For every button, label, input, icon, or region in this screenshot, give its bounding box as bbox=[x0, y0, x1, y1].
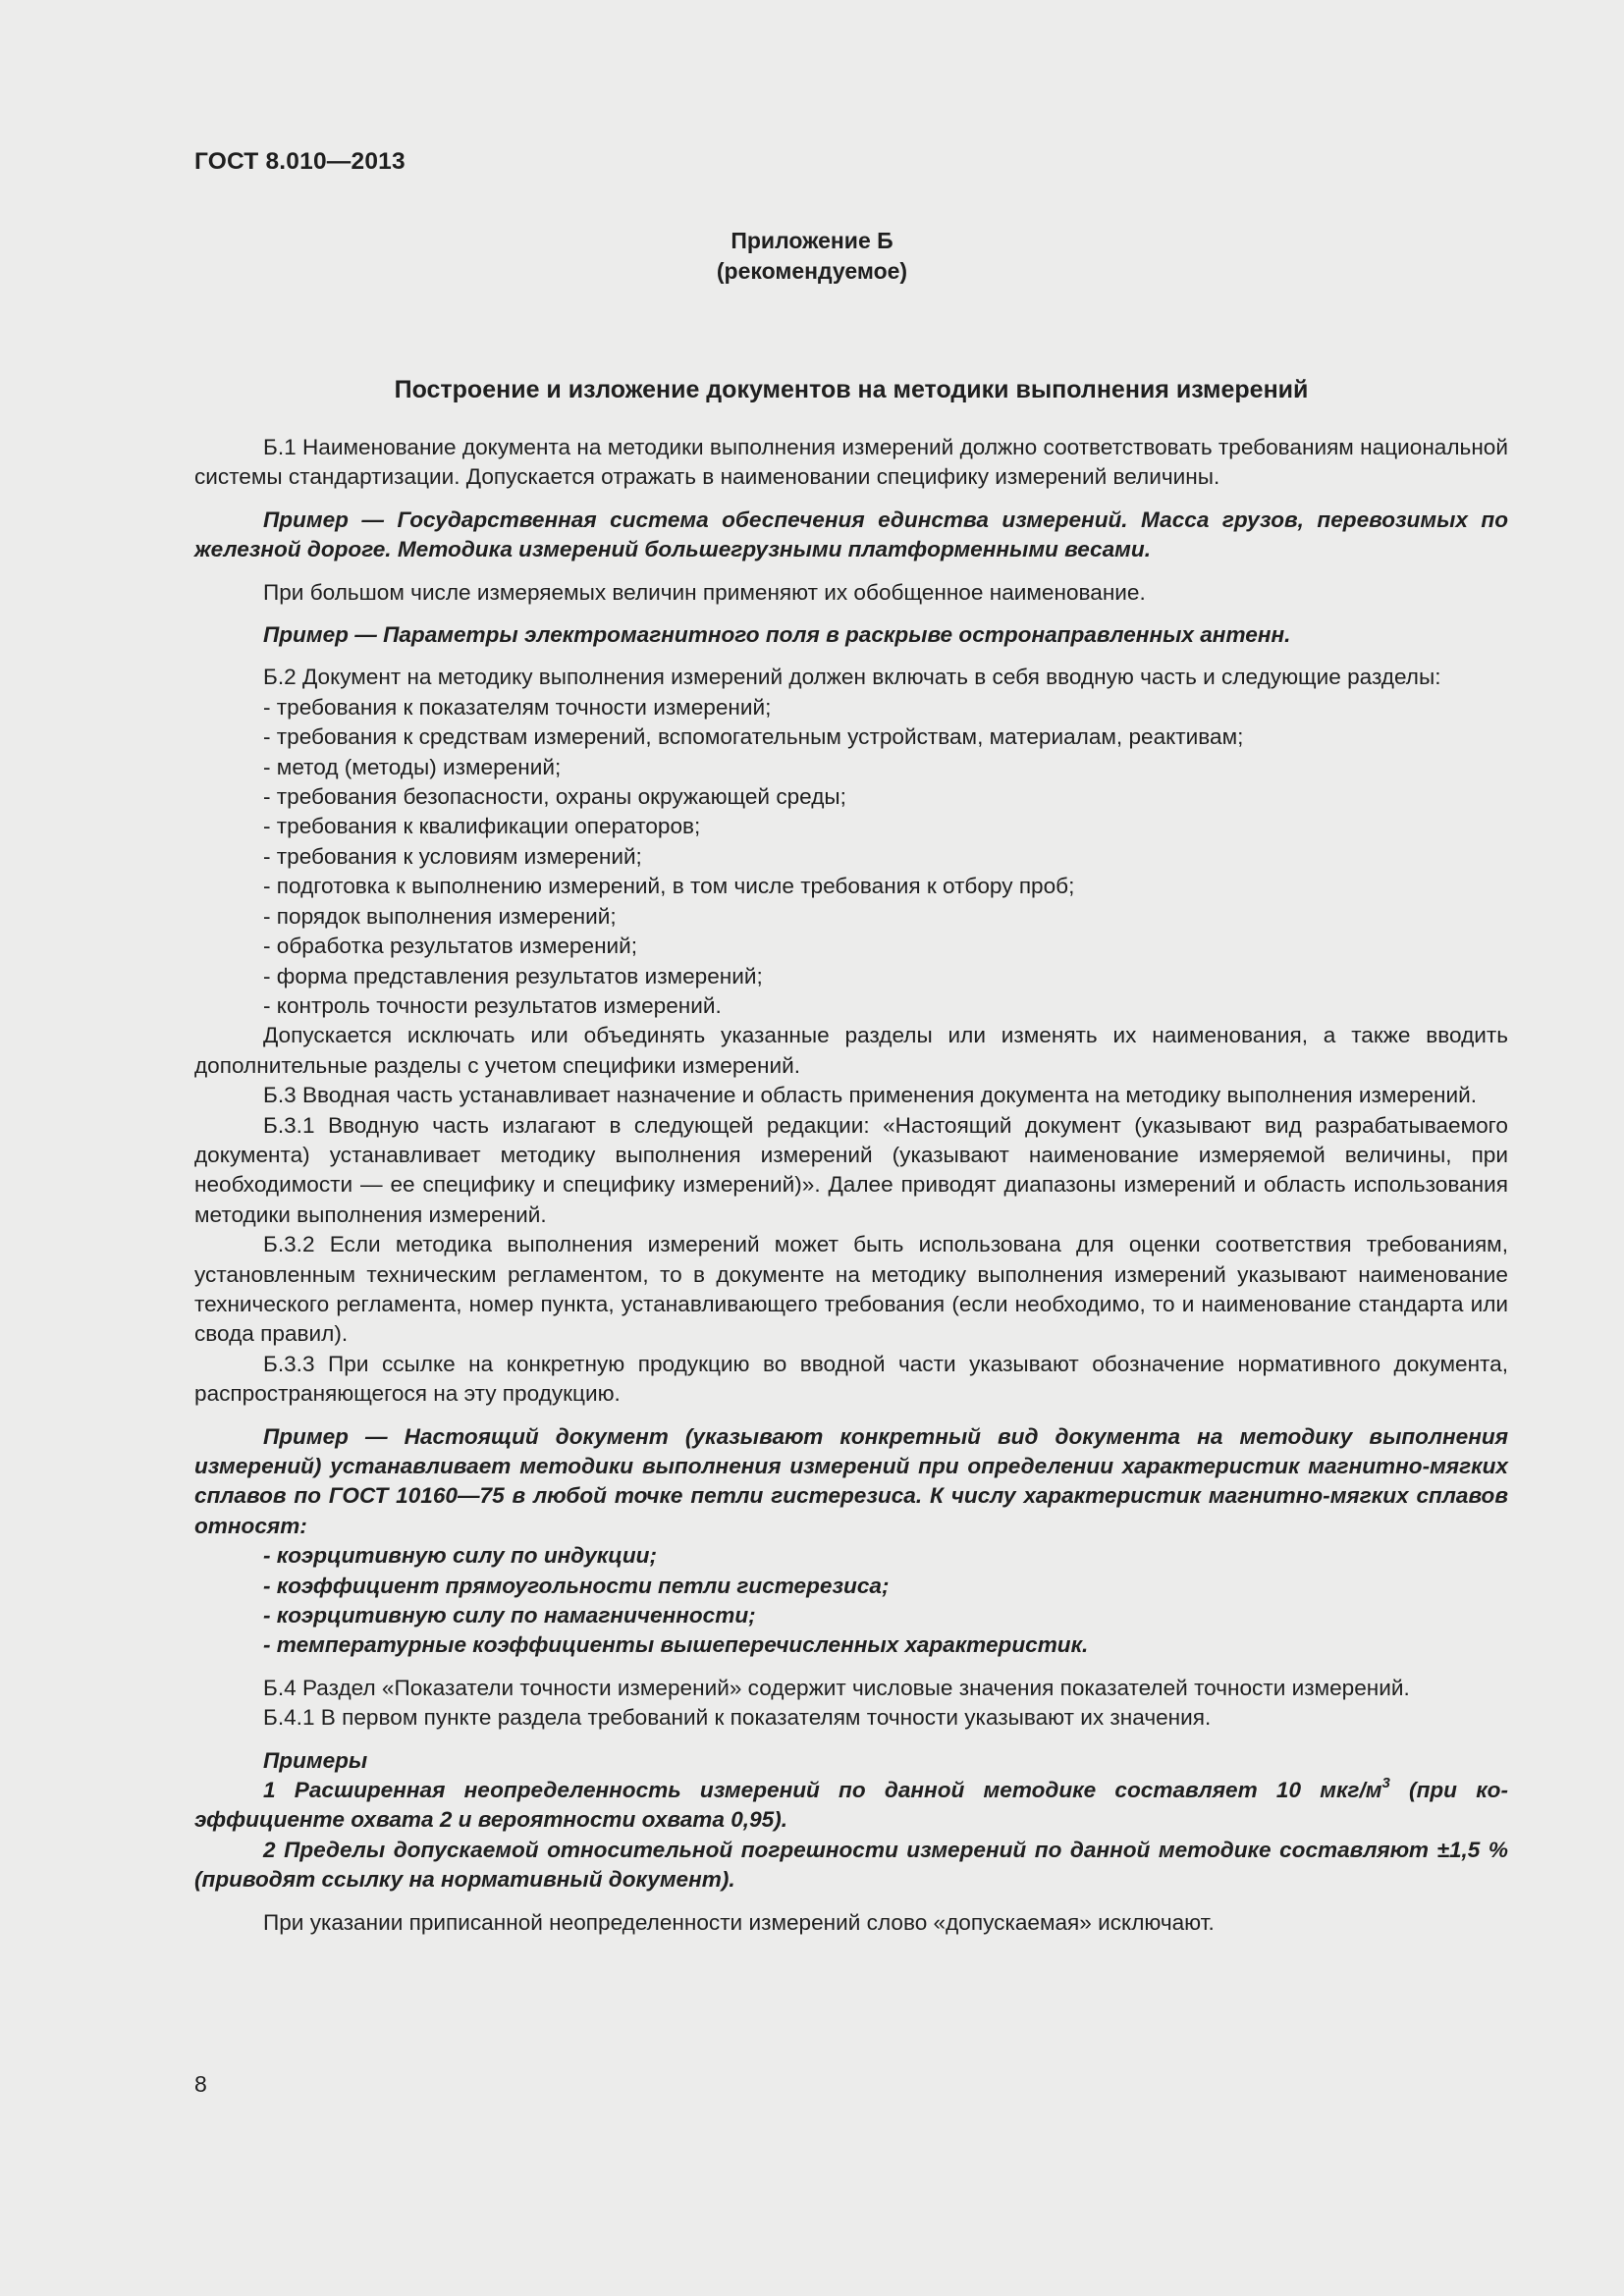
clause-b4: Б.4 Раздел «Показатели точности измерений» содержит числовые значения показателей точности измерений. bbox=[263, 1675, 1410, 1700]
list-item: - коэрцитивную силу по намагниченности; bbox=[263, 1603, 756, 1629]
clause-b3-2: Б.3.2 Если методика выполнения измерений может быть использована для оценки соответствия требованиям, установленным техническим регламентом, то в документе на методику выполнения измерений указывают наименование технического регламента, номер пункта, устанавливающего требования (если необходимо, то и наименование стандарта или свода правил). bbox=[194, 1232, 1508, 1347]
list-item: - коэффициент прямоугольности петли гистерезиса; bbox=[263, 1573, 890, 1598]
list-item: - обработка результатов измерений; bbox=[263, 934, 638, 959]
section-title: Построение и изложение документов на методики выполнения измерений bbox=[394, 376, 1309, 403]
list-item: - требования к показателям точности измерений; bbox=[263, 694, 772, 720]
list-item: - порядок выполнения измерений; bbox=[263, 903, 617, 929]
clause-b1-example-2: Пример — Параметры электромагнитного поля в раскрыве остронаправленных антенн. bbox=[263, 622, 1291, 648]
example-2: 2 Пределы допускаемой относительной погрешности измерений по данной методике составляют ±1,5 % (приводят ссылку на нормативный документ). bbox=[194, 1837, 1508, 1893]
final-note: При указании приписанной неопределенности измерений слово «допускаемая» исключают. bbox=[263, 1909, 1215, 1935]
clause-b4-1: Б.4.1 В первом пункте раздела требований к показателям точности указывают их значения. bbox=[263, 1705, 1212, 1731]
list-item: - требования к квалификации операторов; bbox=[263, 814, 701, 839]
list-item: - требования к средствам измерений, вспомогательным устройствам, материалам, реактивам; bbox=[263, 724, 1244, 750]
superscript-3: 3 bbox=[1381, 1775, 1390, 1792]
list-item: - требования к условиям измерений; bbox=[263, 843, 642, 869]
clause-b2-note: Допускается исключать или объединять указанные разделы или изменять их наименования, а также вводить дополнительные разделы с учетом специфики измерений. bbox=[194, 1023, 1508, 1078]
clause-b1: Б.1 Наименование документа на методики выполнения измерений должно соответствовать требованиям национальной системы стандартизации. Допускается отражать в наименовании специфику измерений величины. bbox=[194, 435, 1508, 490]
example-1 bbox=[194, 1776, 1508, 1836]
page-number: 8 bbox=[194, 2071, 207, 2097]
clause-b1-general: При большом числе измеряемых величин применяют их обобщенное наименование. bbox=[263, 579, 1146, 605]
list-item: - температурные коэффициенты вышеперечисленных характеристик. bbox=[263, 1632, 1089, 1658]
document-id-header: ГОСТ 8.010—2013 bbox=[194, 148, 406, 175]
examples-title: Примеры bbox=[263, 1747, 368, 1773]
annex-title: Приложение Б bbox=[731, 228, 893, 253]
list-item: - контроль точности результатов измерений. bbox=[263, 992, 722, 1018]
example-1-text-end: (при коэффициенте охвата 2 и вероятности охвата 0,95). bbox=[194, 1778, 1508, 1833]
document-body bbox=[194, 433, 1508, 1938]
annex-status: (рекомендуемое) bbox=[716, 258, 908, 284]
example-1-text: 1 Расширенная неопределенность измерений по данной методике составляет 10 мкг/м bbox=[263, 1778, 1382, 1803]
clause-b3-3-example: Пример — Настоящий документ (указывают конкретный вид документа на методику выполнения измерений) устанавливает методики выполнения измерений при определении характеристик магнитно-мягких сплавов по ГОСТ 10160—75 в любой точке петли гистерезиса. К числу характеристик магнитно-мягких сплавов относят: bbox=[194, 1423, 1508, 1538]
clause-b1-example: Пример — Государственная система обеспечения единства измерений. Масса грузов, перевозимых по железной дороге. Методика измерений большегрузными платформенными весами. bbox=[194, 507, 1508, 562]
list-item: - форма представления результатов измерений; bbox=[263, 963, 763, 988]
clause-b3-1: Б.3.1 Вводную часть излагают в следующей редакции: «Настоящий документ (указывают вид разрабатываемого документа) устанавливает методику выполнения измерений (указывают наименование измеряемой величины, при необходимости — ее специфику и специфику измерений)». Далее приводят диапазоны измерений и область использования методики выполнения измерений. bbox=[194, 1112, 1508, 1227]
clause-b3-3: Б.3.3 При ссылке на конкретную продукцию во вводной части указывают обозначение нормативного документа, распространяющегося на эту продукцию. bbox=[194, 1351, 1508, 1407]
clause-b2: Б.2 Документ на методику выполнения измерений должен включать в себя вводную часть и следующие разделы: bbox=[263, 665, 1441, 690]
annex-heading bbox=[0, 226, 1624, 287]
list-item: - требования безопасности, охраны окружающей среды; bbox=[263, 784, 846, 810]
list-item: - подготовка к выполнению измерений, в том числе требования к отбору проб; bbox=[263, 874, 1075, 899]
list-item: - коэрцитивную силу по индукции; bbox=[263, 1543, 657, 1569]
list-item: - метод (методы) измерений; bbox=[263, 754, 562, 779]
clause-b3: Б.3 Вводная часть устанавливает назначение и область применения документа на методику выполнения измерений. bbox=[263, 1083, 1478, 1108]
